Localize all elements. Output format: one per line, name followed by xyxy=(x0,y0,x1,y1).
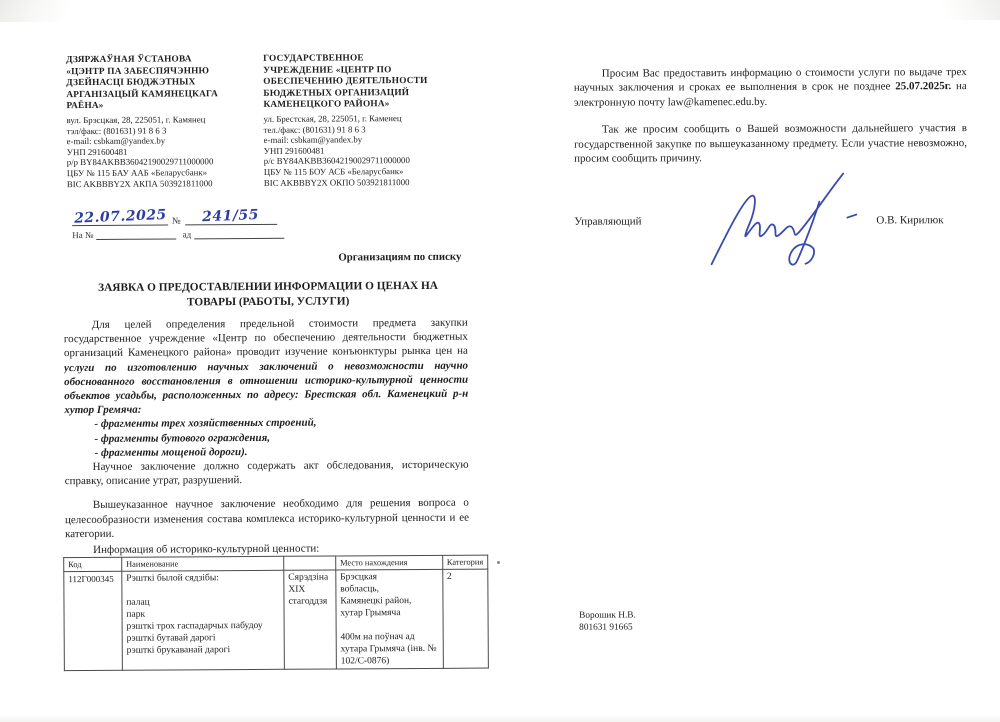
deadline-date: 25.07.2025г. xyxy=(895,80,952,93)
paragraph-purpose-normal: Для целей определения предельной стоимости предмета закупки государственное учреждение «Центр по обеспечению деятельности бюджетных организаций Каменецкого района» проводит изучение конъюнктуры рынка цен на xyxy=(63,316,468,360)
org-details-ru: ул. Брестская, 28, 225051, г. Каменец тел./факс: (801631) 91 8 6 3 e-mail: csbkam@yandex.by УНП 291600481 р/с BY84AKBB36042190029711000000 ЦБУ № 115 БОУ АСБ «Беларусбанк» BIC AKBBBY2X ОКПО 503921811000 xyxy=(263,113,410,188)
addressee-line: Организациям по списку xyxy=(338,250,462,264)
cell-period: Сярэдзіна XIX стагоддзя xyxy=(284,570,336,669)
cell-code: 112Г000345 xyxy=(64,571,122,670)
reply-number-field xyxy=(97,238,177,239)
letter-body xyxy=(64,316,469,556)
paragraph-purpose-emphasis: услуги по изготовлению научных заключений о невозможности научно обоснованного восстановления в отношении историко-культурной ценности объектов усадьбы, расположенных по адресу: Брестская обл. Каменецкий р-н хутор Гремяча: xyxy=(64,359,469,417)
reply-date-field xyxy=(194,238,284,240)
col-header-code: Код xyxy=(64,557,122,571)
handwritten-date: 22.07.2025 xyxy=(73,206,167,227)
ad-label: ад xyxy=(182,229,192,240)
paragraph-reason: Вышеуказанное научное заключение необходимо для решения вопроса о целесообразности изменения состава комплекса историко-культурной ценности и ее категории. xyxy=(64,497,469,540)
date-number-line xyxy=(72,208,312,226)
col-header-category: Категория xyxy=(442,555,487,569)
letter-body-continued xyxy=(574,65,967,166)
letterhead-russian xyxy=(263,53,476,188)
document-title: ЗАЯВКА О ПРЕДОСТАВЛЕНИИ ИНФОРМАЦИИ О ЦЕНАХ НА ТОВАРЫ (РАБОТЫ, УСЛУГИ) xyxy=(98,279,438,309)
org-name-by: ДЗЯРЖАЎНАЯ ЎСТАНОВА «ЦЭНТР ПА ЗАБЕСПЯЧЭННЮ ДЗЕЙНАСЦІ БЮДЖЭТНЫХ АРГАНІЗАЦЫЙ КАМЯНЕЦКАГА РАЁНА» xyxy=(66,54,219,112)
heritage-info-table xyxy=(63,555,489,672)
cell-location: Брэсцкая вобласць, Камянецкі район, хутар Грымяча 400м на поўнач ад хутара Грымяча (інв. № 102/С-0876) xyxy=(336,569,443,669)
col-header-location: Место нахождения xyxy=(336,555,443,570)
executor-contact: Ворошик Н.В. 801631 91665 xyxy=(579,610,636,633)
na-no-label: На № xyxy=(72,229,94,241)
date-field xyxy=(72,206,168,227)
letterhead-belarusian xyxy=(66,54,267,189)
table-caption: Информация об историко-культурной ценности: xyxy=(93,542,320,557)
paragraph-request xyxy=(574,65,967,110)
paragraph-conclusion-contents: Научное заключение должно содержать акт обследования, историческую справку, описание утрат, разрушений. xyxy=(64,458,469,488)
number-field xyxy=(185,208,277,226)
list-item-road: - фрагменты мощеной дороги). xyxy=(94,445,248,459)
cell-name: Рэшткі былой сядзібы: палац парк рэшткі трох гаспадарчых пабудоу рэшткі бутавай дарогі рэшткі брукаванай дарогі xyxy=(122,570,285,670)
col-header-name: Наименование xyxy=(122,556,284,571)
table-row xyxy=(64,569,489,671)
cell-category: 2 xyxy=(442,569,488,668)
paragraph-request-after: на электронную почту law@kamenec.edu.by. xyxy=(573,80,967,109)
list-item-buildings: - фрагменты трех хозяйственных строений, xyxy=(94,417,317,431)
col-header-period xyxy=(284,556,336,570)
handwritten-signature xyxy=(699,172,864,273)
org-name-ru: ГОСУДАРСТВЕННОЕ УЧРЕЖДЕНИЕ «ЦЕНТР ПО ОБЕСПЕЧЕНИЮ ДЕЯТЕЛЬНОСТИ БЮДЖЕТНЫХ ОРГАНИЗАЦИЙ КАМЕНЕЦКОГО РАЙОНА» xyxy=(263,53,428,111)
reply-reference-line xyxy=(72,229,312,240)
number-sign: № xyxy=(172,215,181,226)
signature-name: О.В. Кирилюк xyxy=(876,214,944,227)
list-item-fence: - фрагменты бутового ограждения, xyxy=(94,431,271,445)
handwritten-number: 241/55 xyxy=(201,206,260,226)
signature-role: Управляющий xyxy=(574,215,642,228)
paragraph-participation: Так же просим сообщить о Вашей возможности дальнейшего участия в государственной закупке по вышеуказанному предмету. Если участие невозможно, просим сообщить причину. xyxy=(574,122,968,165)
page-two xyxy=(503,0,1000,722)
paragraph-request-before: Просим Вас предоставить информацию о стоимости услуги по выдаче трех научных заключения и сроках ее выполнения в срок не позднее xyxy=(573,66,967,95)
document-requisites xyxy=(72,208,312,240)
paragraph-purpose xyxy=(64,316,469,418)
org-details-by: вул. Брэсцкая, 28, 225051, г. Камянец тэл/факс: (801631) 91 8 6 3 e-mail: csbkam@yandex.by УНП 291600481 р/р BY84AKBB36042190029711000000 ЦБУ № 115 БАУ ААБ «Беларусбанк» BIC AKBBBY2X АКПА 503921811000 xyxy=(66,114,214,189)
